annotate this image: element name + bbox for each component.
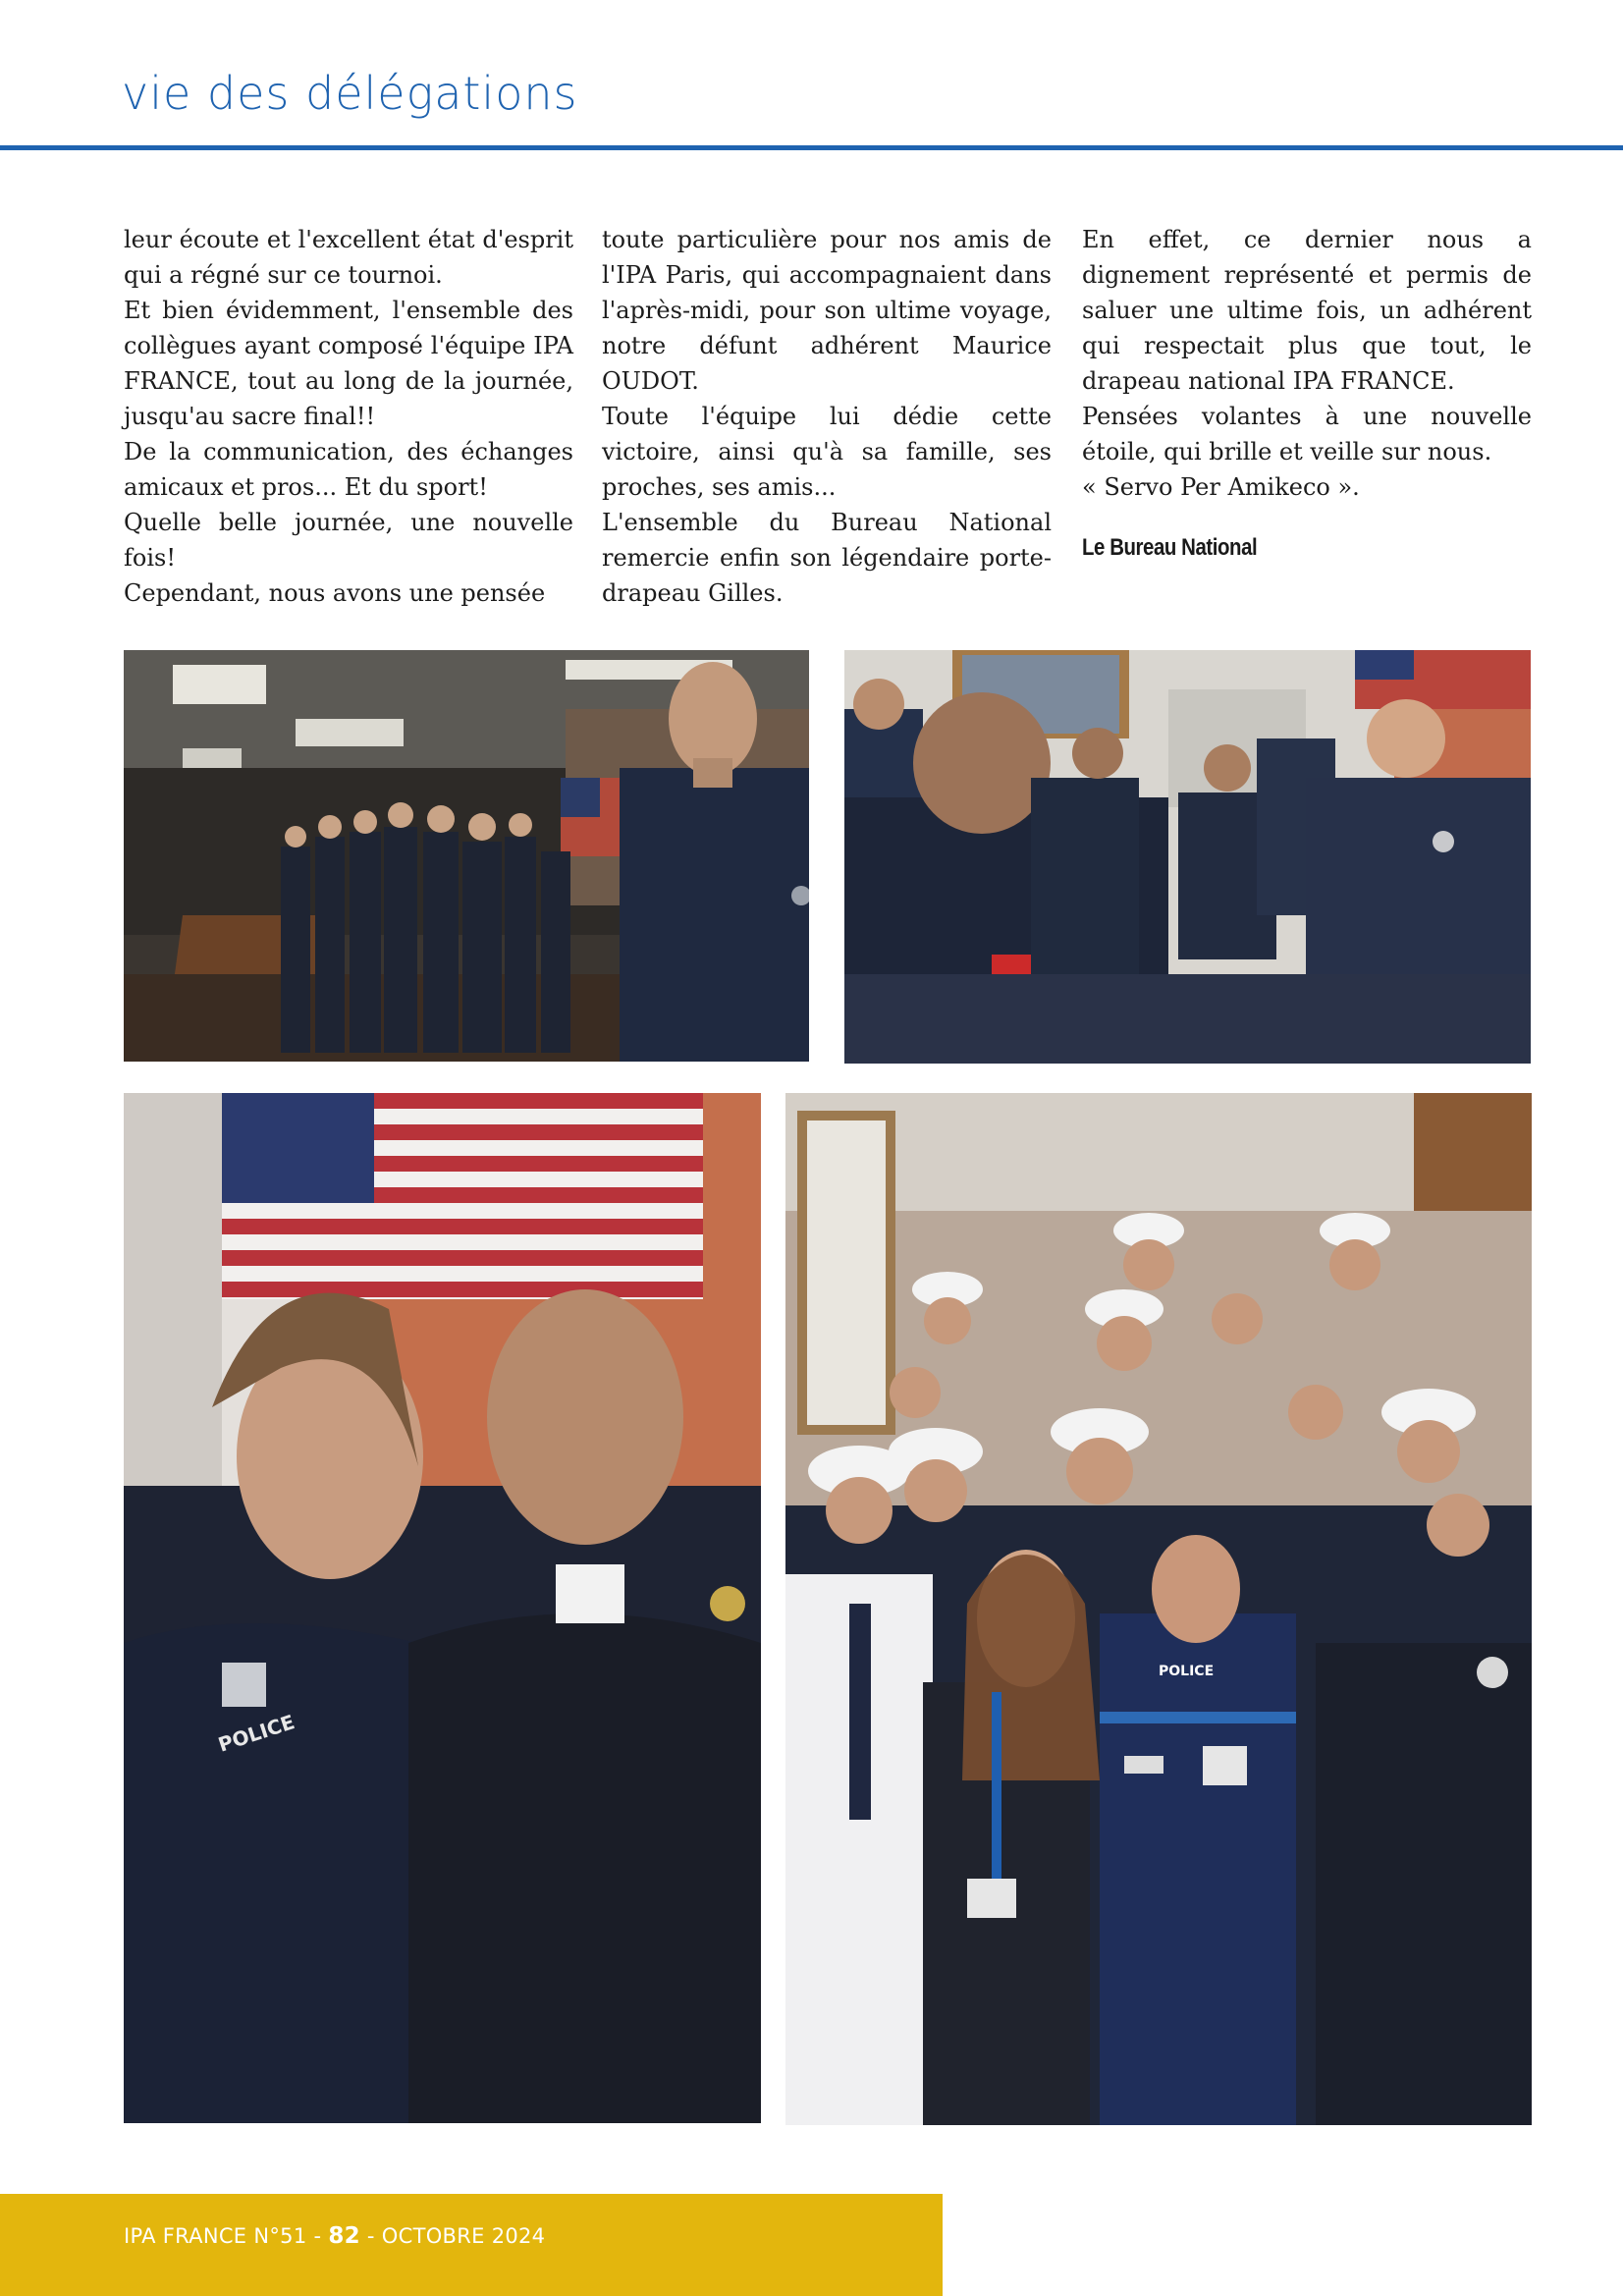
paragraph: Toute l'équipe lui dédie cette victoire, ainsi qu'à sa famille, ses proches, ses amis... (602, 403, 1052, 501)
page-number: 82 (328, 2223, 360, 2249)
issue-date: OCTOBRE 2024 (381, 2224, 546, 2248)
paragraph: Et bien évidemment, l'ensemble des collègues ayant composé l'équipe IPA FRANCE, tout au long de la journée, jusqu'au sacre final!! (124, 297, 573, 430)
text-column-1 (124, 222, 573, 611)
paragraph: Cependant, nous avons une pensée (124, 579, 546, 607)
paragraph: Pensées volantes à une nouvelle étoile, qui brille et veille sur nous. (1082, 403, 1532, 465)
paragraph: Quelle belle journée, une nouvelle fois! (124, 509, 573, 572)
photo-illustration (124, 650, 809, 1062)
photo-badge-exchange (844, 650, 1531, 1064)
photo-two-officers-with-flag (124, 1093, 761, 2123)
header-divider (0, 145, 1623, 150)
paragraph: toute particulière pour nos amis de l'IPA Paris, qui accompagnaient dans l'après-midi, pour son ultime voyage, notre défunt adhérent Maurice OUDOT. (602, 226, 1052, 395)
shirt-lettering: POLICE (1159, 1664, 1215, 1679)
section-title: vie des délégations (122, 67, 578, 120)
publication-name: IPA FRANCE N°51 (124, 2224, 307, 2248)
paragraph: leur écoute et l'excellent état d'esprit qui a régné sur ce tournoi. (124, 226, 573, 289)
footer-info (124, 2223, 545, 2249)
photo-illustration (785, 1093, 1532, 2125)
signature: Le Bureau National (1082, 534, 1258, 561)
footer-separator: - (306, 2224, 329, 2248)
paragraph: En effet, ce dernier nous a dignement représenté et permis de saluer une ultime fois, un adhérent qui respectait plus que tout, le drapeau national IPA FRANCE. (1082, 226, 1532, 395)
photo-briefing-room-lineup (124, 650, 809, 1062)
photo-illustration (124, 1093, 761, 2123)
paragraph: De la communication, des échanges amicaux et pros... Et du sport! (124, 438, 573, 501)
paragraph: « Servo Per Amikeco ». (1082, 473, 1360, 501)
text-column-2 (602, 222, 1052, 611)
photo-illustration (844, 650, 1531, 1064)
footer-separator: - (359, 2224, 382, 2248)
shirt-lettering: POLICE (215, 1710, 298, 1757)
photo-group-officers (785, 1093, 1532, 2125)
paragraph: L'ensemble du Bureau National remercie enfin son légendaire porte-drapeau Gilles. (602, 509, 1052, 607)
text-column-3 (1082, 222, 1532, 566)
